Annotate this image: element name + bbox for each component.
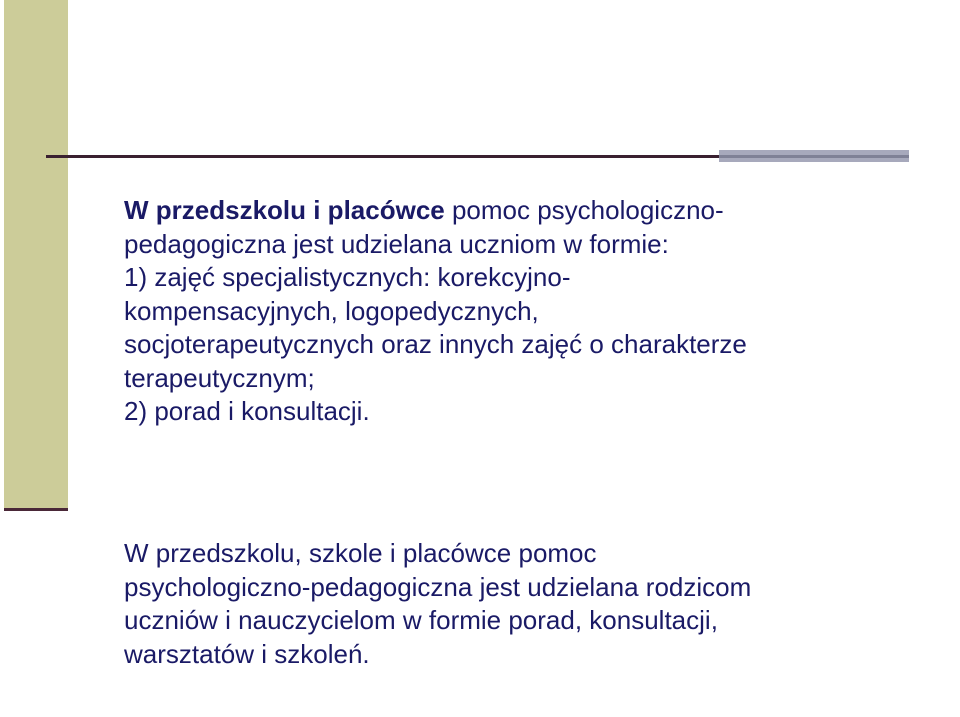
paragraph2-line3: uczniów i nauczycielom w formie porad, konsultacji, [124,605,718,635]
paragraph1-lead-bold: W przedszkolu i placówce [124,195,445,225]
paragraph1-line3: 1) zajęć specjalistycznych: korekcyjno- [124,262,571,292]
paragraph1-line1-rest: pomoc psychologiczno- [444,195,724,225]
paragraph2-line1: W przedszkolu, szkole i placówce pomoc [124,538,597,568]
paragraph2-line2: psychologiczno-pedagogiczna jest udzielana rodzicom [124,571,752,602]
paragraph-forms-for-students [124,194,924,429]
paragraph1-line1 [124,194,924,228]
title-divider-line [46,155,719,158]
paragraph1-line5: socjoterapeutycznych oraz innych zajęć o charakterze [124,329,747,359]
paragraph1-line6: terapeutycznym; [124,362,315,393]
title-divider-accent-core [719,155,909,158]
paragraph-forms-for-parents-teachers [124,537,944,671]
left-decor-band [4,0,68,508]
paragraph2-line4: warsztatów i szkoleń. [124,638,370,669]
left-decor-band-underline [4,508,68,511]
paragraph1-line2: pedagogiczna jest udzielana uczniom w formie: [124,228,669,259]
paragraph1-line7: 2) porad i konsultacji. [124,396,370,426]
paragraph1-line4: kompensacyjnych, logopedycznych, [124,295,539,326]
